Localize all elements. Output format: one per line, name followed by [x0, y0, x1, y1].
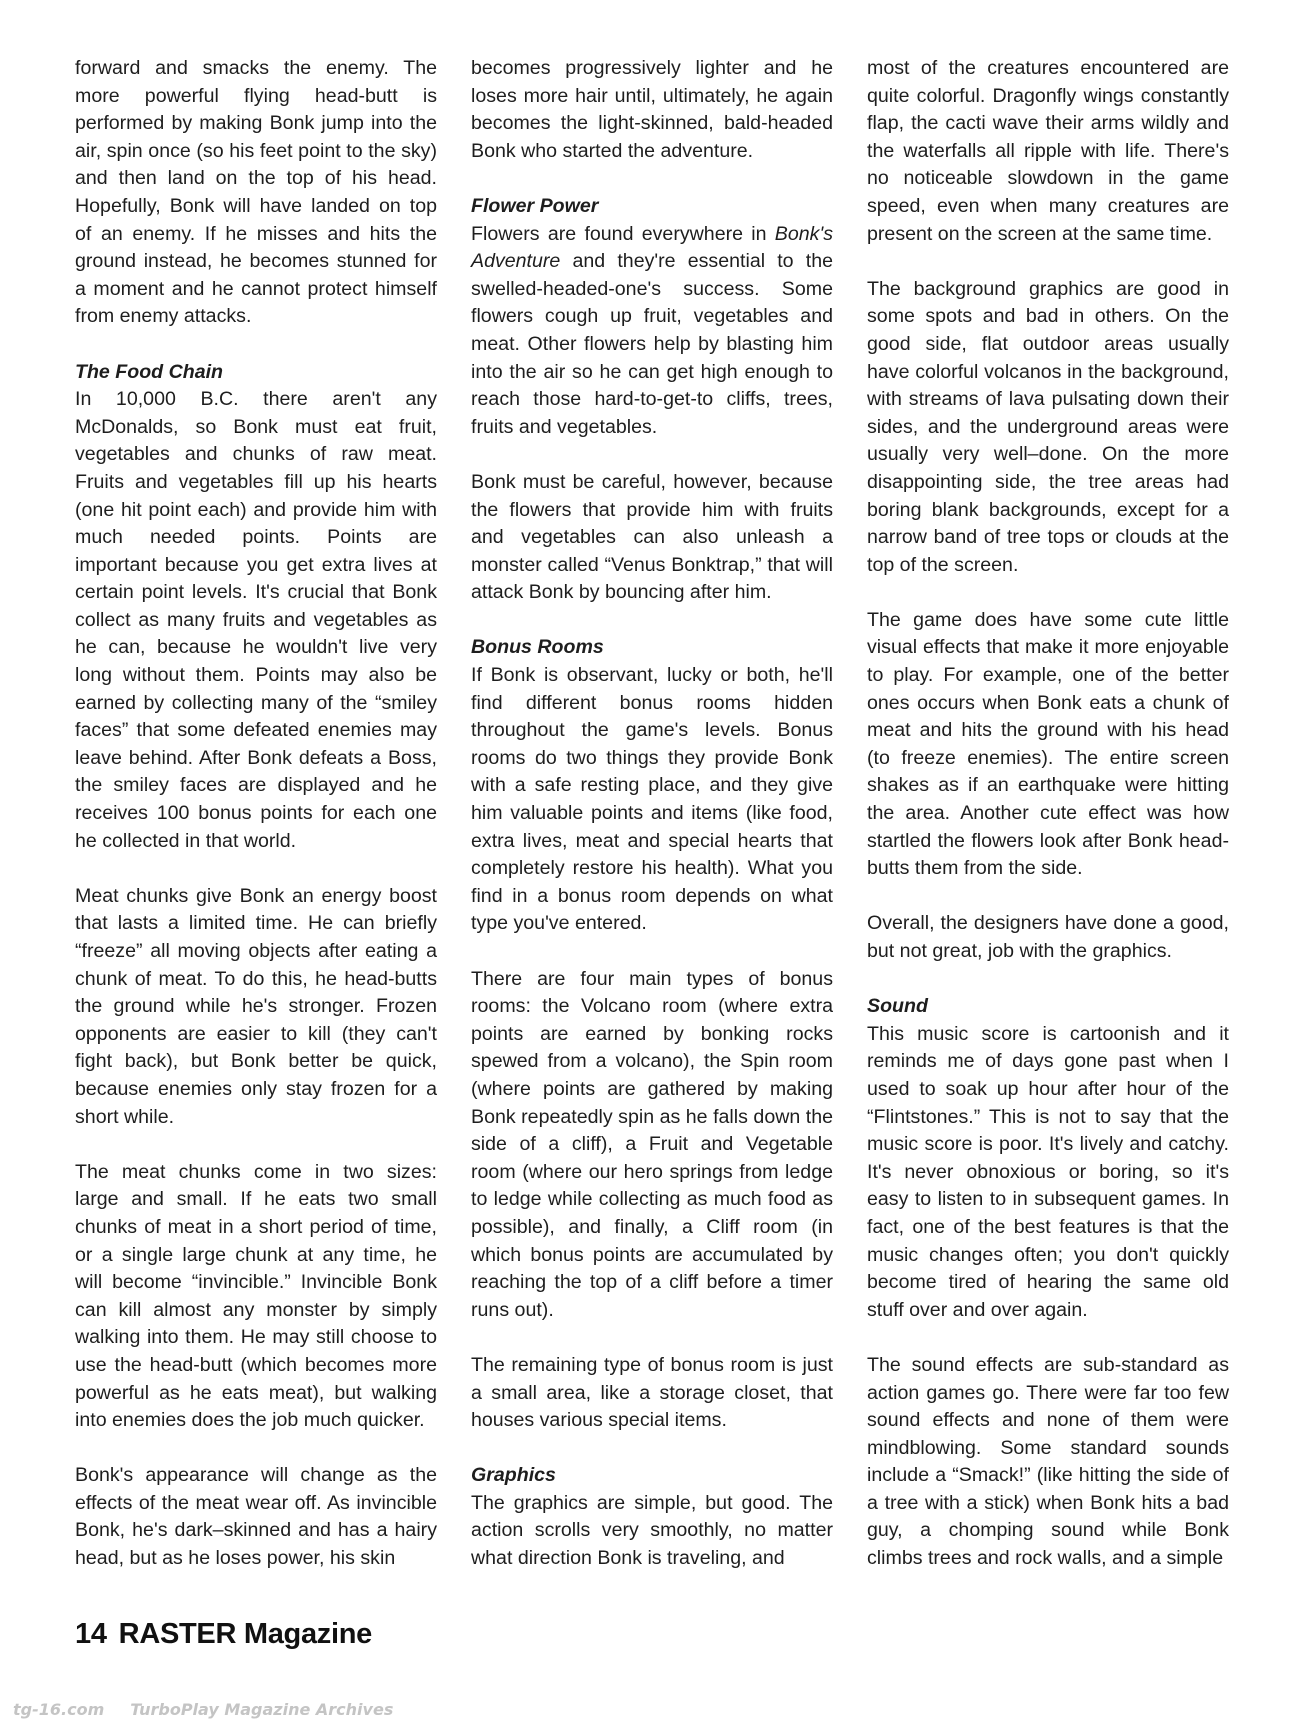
paragraph: Bonk's appearance will change as the effects of the meat wear off. As invincible Bonk, he's dark–skinned and has a hairy head, but as he loses power, his skin: [75, 1464, 437, 1570]
section-heading-flower-power: Flower Power: [471, 194, 599, 217]
text-run: and they're essential to the swelled-headed-one's success. Some flowers cough up fruit, vegetables and meat. Other flowers help by blasting him into the air so he can get high enough to reach those hard-to-get-to cliffs, trees, fruits and vegetables.: [471, 250, 833, 438]
page-footer: [75, 1618, 372, 1651]
paragraph: The sound effects are sub-standard as action games go. There were far too few sound effects and none of them were mindblowing. Some standard sounds include a “Smack!” (like hitting the side of a tree with a stick) when Bonk hits a bad guy, a chomping sound while Bonk climbs trees and rock walls, and a simple: [867, 1353, 1229, 1570]
article-column-2: [471, 55, 833, 1573]
section-heading-sound: Sound: [867, 995, 928, 1018]
section-heading-food-chain: The Food Chain: [75, 360, 224, 383]
article-column-3: [867, 55, 1229, 1573]
archive-watermark: [13, 1700, 393, 1719]
paragraph: There are four main types of bonus rooms: the Volcano room (where extra points are earned by bonking rocks spewed from a volcano), the Spin room (where points are gathered by making Bonk repeatedly spin as he falls down the side of a cliff), a Fruit and Vegetable room (where our hero springs from ledge to ledge while collecting as much food as possible), and finally, a Cliff room (in which bonus points are accumulated by reaching the top of a cliff before a timer runs out).: [471, 967, 833, 1321]
paragraph: becomes progressively lighter and he loses more hair until, ultimately, he again becomes the light-skinned, bald-headed Bonk who started the adventure.: [471, 57, 833, 162]
paragraph: [471, 221, 833, 442]
paragraph: The remaining type of bonus room is just a small area, like a storage closet, that houses various special items.: [471, 1353, 833, 1432]
game-title: Bonk's Adventure: [471, 222, 833, 273]
paragraph: The background graphics are good in some spots and bad in others. On the good side, flat outdoor areas usually have colorful volcanos in the background, with streams of lava pulsating down their sides, and the underground areas were usually very well–done. On the more disappointing side, the tree areas had boring blank backgrounds, except for a narrow band of tree tops or clouds at the top of the screen.: [867, 277, 1229, 576]
paragraph: Meat chunks give Bonk an energy boost that lasts a limited time. He can briefly “freeze” all moving objects after eating a chunk of meat. To do this, he head-butts the ground while he's stronger. Frozen opponents are easier to kill (they can't fight back), but Bonk better be quick, because enemies only stay frozen for a short while.: [75, 884, 437, 1128]
paragraph: Bonk must be careful, however, because the flowers that provide him with fruits and vegetables can also unleash a monster called “Venus Bonktrap,” that will attack Bonk by bouncing after him.: [471, 470, 833, 604]
text-run: Flowers are found everywhere in: [471, 222, 775, 245]
paragraph: most of the creatures encountered are quite colorful. Dragonfly wings constantly flap, the cacti wave their arms wildly and the waterfalls all ripple with life. There's no noticeable slowdown in the game speed, even when many creatures are present on the screen at the same time.: [867, 57, 1229, 245]
watermark-site: tg-16.com: [13, 1700, 105, 1719]
watermark-archive-name: TurboPlay Magazine Archives: [130, 1700, 394, 1719]
page-number: 14: [75, 1618, 107, 1650]
article-column-1: [75, 55, 437, 1573]
paragraph: The meat chunks come in two sizes: large and small. If he eats two small chunks of meat in a short period of time, or a single large chunk at any time, he will become “invincible.” Invincible Bonk can kill almost any monster by simply walking into them. He may still choose to use the head-butt (which becomes more powerful as he eats meat), but walking into enemies does the job much quicker.: [75, 1160, 437, 1432]
section-heading-bonus-rooms: Bonus Rooms: [471, 636, 604, 659]
paragraph: Overall, the designers have done a good, but not great, job with the graphics.: [867, 912, 1229, 962]
paragraph: The game does have some cute little visual effects that make it more enjoyable to play. For example, one of the better ones occurs when Bonk eats a chunk of meat and hits the ground with his head (to freeze enemies). The entire screen shakes as if an earthquake were hitting the area. Another cute effect was how startled the flowers look after Bonk head-butts them from the side.: [867, 608, 1229, 880]
paragraph: The graphics are simple, but good. The action scrolls very smoothly, no matter what direction Bonk is traveling, and: [471, 1491, 833, 1570]
paragraph: In 10,000 B.C. there aren't any McDonalds, so Bonk must eat fruit, vegetables and chunks of raw meat. Fruits and vegetables fill up his hearts (one hit point each) and provide him with much needed points. Points are important because you get extra lives at certain point levels. It's crucial that Bonk collect as many fruits and vegetables as he can, because he wouldn't live very long without them. Points may also be earned by collecting many of the “smiley faces” that some defeated enemies may leave behind. After Bonk defeats a Boss, the smiley faces are displayed and he receives 100 bonus points for each one he collected in that world.: [75, 388, 437, 852]
paragraph: forward and smacks the enemy. The more powerful flying head-butt is performed by making Bonk jump into the air, spin once (so his feet point to the sky) and then land on the top of his head. Hopefully, Bonk will have landed on top of an enemy. If he misses and hits the ground instead, he becomes stunned for a moment and he cannot protect himself from enemy attacks.: [75, 57, 437, 328]
paragraph: This music score is cartoonish and it reminds me of days gone past when I used to soak up hour after hour of the “Flintstones.” This is not to say that the music score is poor. It's lively and catchy. It's never obnoxious or boring, so it's easy to listen to in subsequent games. In fact, one of the best features is that the music changes often; you don't quickly become tired of hearing the same old stuff over and over again.: [867, 1022, 1229, 1321]
paragraph: If Bonk is observant, lucky or both, he'll find different bonus rooms hidden throughout the game's levels. Bonus rooms do two things they provide Bonk with a safe resting place, and they give him valuable points and items (like food, extra lives, meat and special hearts that completely restore his health). What you find in a bonus room depends on what type you've entered.: [471, 664, 833, 935]
magazine-name: RASTER Magazine: [118, 1618, 372, 1650]
section-heading-graphics: Graphics: [471, 1464, 556, 1487]
